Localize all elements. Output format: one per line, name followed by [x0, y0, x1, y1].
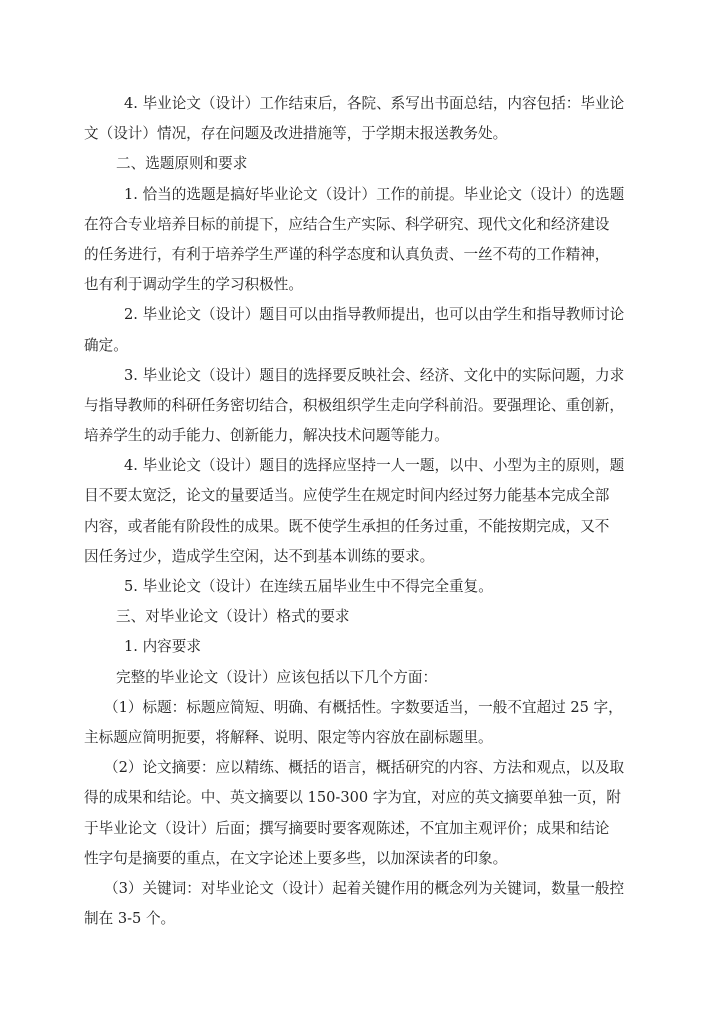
- text-line: 完整的毕业论文（设计）应该包括以下几个方面：: [116, 668, 438, 686]
- text-line: 目不要太宽泛，论文的量要适当。应使学生在规定时间内经过努力能基本完成全部: [84, 487, 610, 505]
- text-line: （2）论文摘要：应以精练、概括的语言，概括研究的内容、方法和观点，以及取: [104, 759, 625, 777]
- text-line: （3）关键词：对毕业论文（设计）起着关键作用的概念列为关键词，数量一般控: [104, 879, 625, 897]
- text-line: 因任务过少，造成学生空闲，达不到基本训练的要求。: [84, 547, 435, 565]
- text-line: 在符合专业培养目标的前提下，应结合生产实际、科学研究、现代文化和经济建设: [84, 215, 610, 233]
- text-line: 文（设计）情况，存在问题及改进措施等，于学期末报送教务处。: [84, 125, 508, 143]
- text-line: 与指导教师的科研任务密切结合，积极组织学生走向学科前沿。要强理论、重创新，: [84, 396, 624, 414]
- text-line: 4. 毕业论文（设计）题目的选择应坚持一人一题，以中、小型为主的原则，题: [124, 457, 625, 475]
- text-line: 的任务进行，有利于培养学生严谨的科学态度和认真负责、一丝不苟的工作精神，: [84, 245, 610, 263]
- subsection-heading: 1. 内容要求: [124, 638, 201, 656]
- document-body: [84, 89, 640, 934]
- text-line: 4. 毕业论文（设计）工作结束后，各院、系写出书面总结，内容包括：毕业论: [124, 95, 625, 112]
- text-line: 于毕业论文（设计）后面；撰写摘要时要客观陈述，不宜加主观评价；成果和结论: [84, 819, 610, 837]
- section-heading: 二、选题原则和要求: [116, 155, 248, 173]
- text-line: 也有利于调动学生的学习积极性。: [84, 276, 303, 294]
- text-line: 确定。: [84, 336, 128, 354]
- text-line: 培养学生的动手能力、创新能力，解决技术问题等能力。: [84, 427, 449, 445]
- text-line: （1）标题：标题应简短、明确、有概括性。字数要适当，一般不宜超过 25 字，: [104, 698, 623, 716]
- text-line: 得的成果和结论。中、英文摘要以 150-300 字为宜，对应的英文摘要单独一页，附: [84, 789, 621, 807]
- text-line: 制在 3-5 个。: [84, 910, 176, 928]
- section-heading: 三、对毕业论文（设计）格式的要求: [116, 608, 350, 626]
- text-line: 5. 毕业论文（设计）在连续五届毕业生中不得完全重复。: [124, 578, 493, 595]
- text-line: 2. 毕业论文（设计）题目可以由指导教师提出，也可以由学生和指导教师讨论: [124, 306, 625, 324]
- text-line: 内容，或者能有阶段性的成果。既不使学生承担的任务过重，不能按期完成，又不: [84, 517, 610, 535]
- text-line: 性字句是摘要的重点，在文字论述上要多些，以加深读者的印象。: [84, 849, 508, 867]
- text-line: 1. 恰当的选题是搞好毕业论文（设计）工作的前提。毕业论文（设计）的选题: [124, 185, 625, 203]
- text-line: 主标题应简明扼要，将解释、说明、限定等内容放在副标题里。: [84, 728, 493, 746]
- text-line: 3. 毕业论文（设计）题目的选择要反映社会、经济、文化中的实际问题，力求: [124, 366, 625, 384]
